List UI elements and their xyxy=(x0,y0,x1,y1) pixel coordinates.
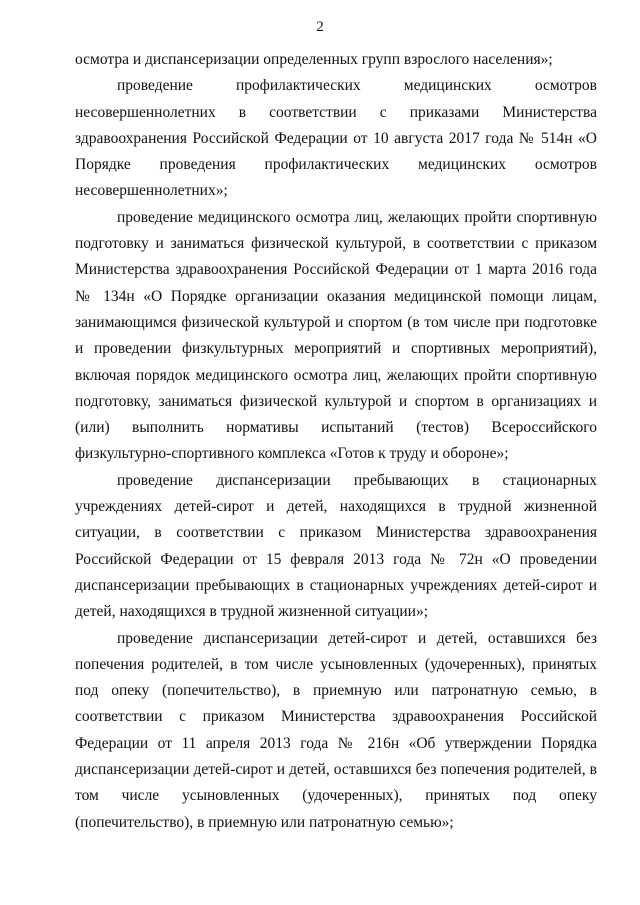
paragraph-sports-exam: проведение медицинского осмотра лиц, желающих пройти спортивную подготовку и заниматься физической культурой, в соответствии с приказом Министерства здравоохранения Российской Федерации от 1 марта 2016 года № 134н «О Порядке организации оказания медицинской помощи лицам, занимающимся физической культурой и спортом (в том числе при подготовке и проведении физкультурных мероприятий и спортивных мероприятий), включая порядок медицинского осмотра лиц, желающих пройти спортивную подготовку, заниматься физической культурой и спортом в организациях и (или) выполнить нормативы испытаний (тестов) Всероссийского физкультурно-спортивного комплекса «Готов к труду и обороне»; xyxy=(75,208,597,463)
paragraph-orphans-families: проведение диспансеризации детей-сирот и детей, оставшихся без попечения родителей, в том числе усыновленных (удочеренных), принятых под опеку (попечительство), в приемную или патронатную семью, в соответствии с приказом Министерства здравоохранения Российской Федерации от 11 апреля 2013 года № 216н «Об утверждении Порядка диспансеризации детей-сирот и детей, оставшихся без попечения родителей, в том числе усыновленных (удочеренных), принятых под опеку (попечительство), в приемную или патронатную семью»; xyxy=(75,629,597,831)
page-number: 2 xyxy=(316,19,324,35)
document-body xyxy=(75,47,597,836)
paragraph-minors-checkups: проведение профилактических медицинских осмотров несовершеннолетних в соответствии с приказами Министерства здравоохранения Российской Федерации от 10 августа 2017 года № 514н «О Порядке проведения профилактических медицинских осмотров несовершеннолетних»; xyxy=(75,77,597,200)
paragraph-continuation: осмотра и диспансеризации определенных групп взрослого населения»; xyxy=(75,51,553,68)
paragraph-orphans-institutions: проведение диспансеризации пребывающих в стационарных учреждениях детей-сирот и детей, находящихся в трудной жизненной ситуации, в соответствии с приказом Министерства здравоохранения Российской Федерации от 15 февраля 2013 года № 72н «О проведении диспансеризации пребывающих в стационарных учреждениях детей-сирот и детей, находящихся в трудной жизненной ситуации»; xyxy=(75,471,597,621)
